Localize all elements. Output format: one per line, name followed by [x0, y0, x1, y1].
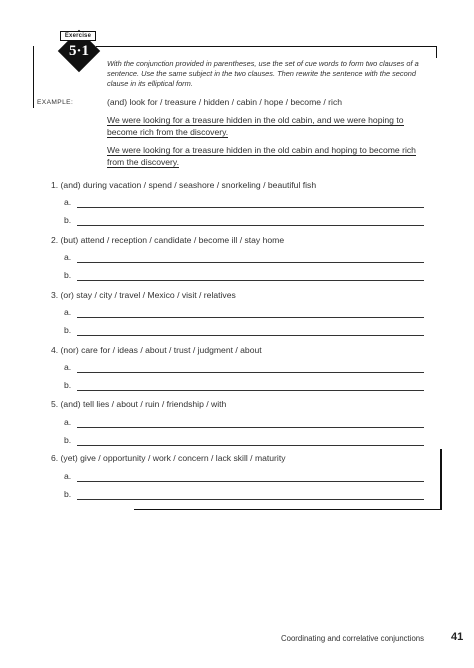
answer-b-label: b.	[64, 325, 72, 335]
exercise-frame-bottom-right	[440, 449, 442, 510]
example-label: EXAMPLE:	[37, 99, 74, 106]
example-answer-1-text: We were looking for a treasure hidden in the old cabin, and we were hoping to become rich from the discovery.	[107, 115, 404, 137]
answer-a-label: a.	[64, 197, 72, 207]
answer-a-label: a.	[64, 252, 72, 262]
example-answer-2	[107, 145, 425, 168]
item-1-answer-a[interactable]	[64, 197, 424, 209]
answer-line[interactable]	[77, 225, 424, 226]
footer-chapter-title: Coordinating and correlative conjunctions	[281, 634, 425, 643]
item-2-answer-a[interactable]	[64, 252, 424, 264]
exercise-label: Exercise	[60, 31, 96, 41]
answer-a-label: a.	[64, 417, 72, 427]
answer-b-label: b.	[64, 435, 72, 445]
example-answer-1	[107, 115, 425, 138]
answer-line[interactable]	[77, 445, 424, 446]
answer-line[interactable]	[77, 427, 424, 428]
page-number: 41	[451, 631, 464, 643]
answer-b-label: b.	[64, 380, 72, 390]
item-4-prompt: 4. (nor) care for / ideas / about / trust / judgment / about	[51, 345, 262, 355]
answer-line[interactable]	[77, 317, 424, 318]
item-5-prompt: 5. (and) tell lies / about / ruin / friendship / with	[51, 399, 227, 409]
answer-line[interactable]	[77, 481, 424, 482]
answer-a-label: a.	[64, 362, 72, 372]
answer-b-label: b.	[64, 215, 72, 225]
item-6-answer-a[interactable]	[64, 471, 424, 483]
item-3-answer-a[interactable]	[64, 307, 424, 319]
answer-line[interactable]	[77, 280, 424, 281]
exercise-frame-right	[436, 46, 437, 58]
exercise-frame-bottom	[134, 509, 442, 510]
item-2-answer-b[interactable]	[64, 270, 424, 282]
exercise-frame-top	[96, 46, 437, 47]
answer-line[interactable]	[77, 390, 424, 391]
item-6-prompt: 6. (yet) give / opportunity / work / concern / lack skill / maturity	[51, 453, 286, 463]
answer-line[interactable]	[77, 372, 424, 373]
example-cue: (and) look for / treasure / hidden / cabin / hope / become / rich	[107, 97, 343, 107]
item-4-answer-b[interactable]	[64, 380, 424, 392]
answer-line[interactable]	[77, 335, 424, 336]
exercise-frame-left	[33, 46, 34, 108]
item-6-answer-b[interactable]	[64, 489, 424, 501]
exercise-number: 5·1	[68, 43, 89, 59]
example-answer-2-text: We were looking for a treasure hidden in the old cabin and hoping to become rich from the discovery.	[107, 145, 416, 167]
item-1-answer-b[interactable]	[64, 215, 424, 227]
answer-b-label: b.	[64, 270, 72, 280]
answer-line[interactable]	[77, 207, 424, 208]
item-3-prompt: 3. (or) stay / city / travel / Mexico / visit / relatives	[51, 290, 236, 300]
answer-a-label: a.	[64, 307, 72, 317]
item-2-prompt: 2. (but) attend / reception / candidate / become ill / stay home	[51, 235, 285, 245]
answer-b-label: b.	[64, 489, 72, 499]
item-1-prompt: 1. (and) during vacation / spend / seashore / snorkeling / beautiful fish	[51, 180, 317, 190]
exercise-instructions: With the conjunction provided in parentheses, use the set of cue words to form two clauses of a sentence. Use the same subject in the two clauses. Then rewrite the sentence with the second clause in its elliptical form.	[107, 59, 419, 88]
answer-line[interactable]	[77, 262, 424, 263]
item-5-answer-a[interactable]	[64, 417, 424, 429]
item-4-answer-a[interactable]	[64, 362, 424, 374]
answer-line[interactable]	[77, 499, 424, 500]
item-5-answer-b[interactable]	[64, 435, 424, 447]
answer-a-label: a.	[64, 471, 72, 481]
item-3-answer-b[interactable]	[64, 325, 424, 337]
